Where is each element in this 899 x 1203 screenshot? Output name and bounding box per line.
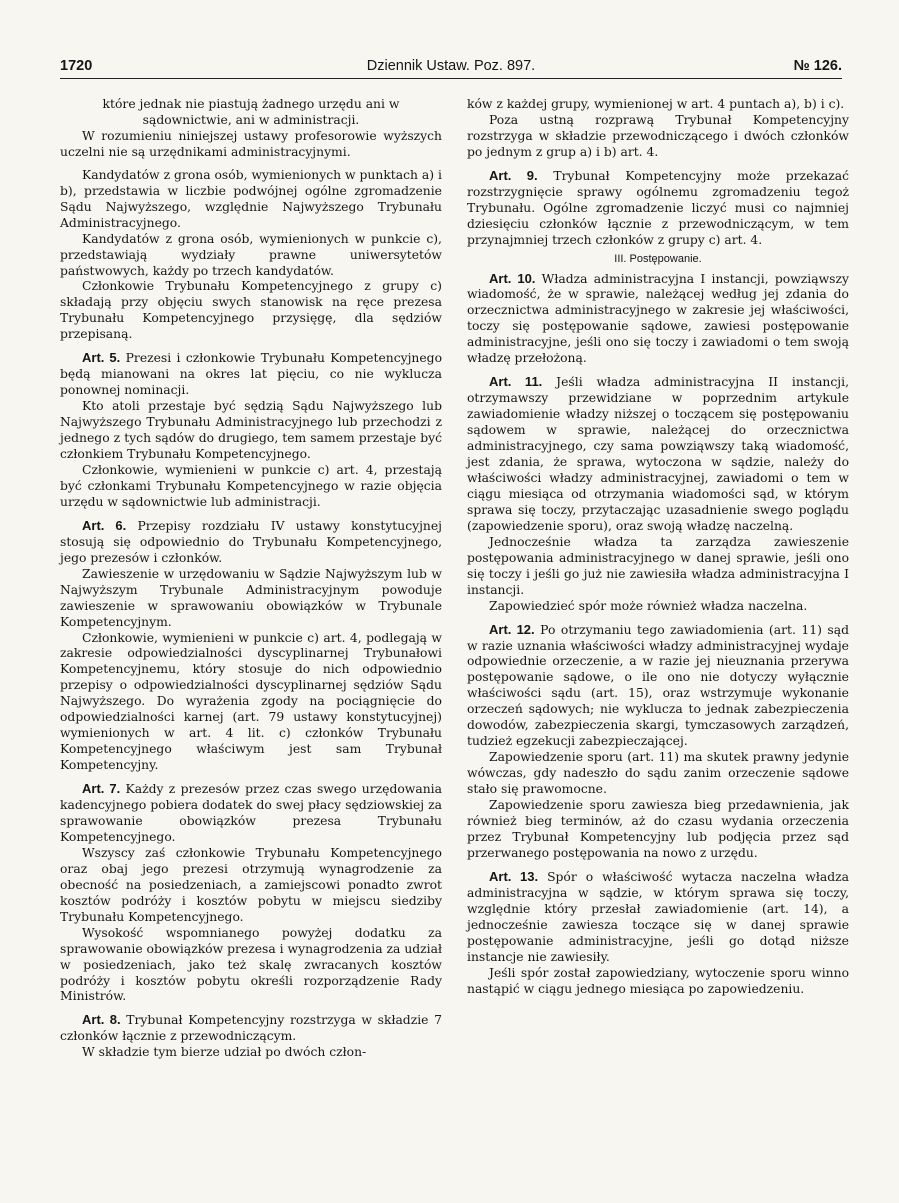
paragraph: Członkowie Trybunału Kompetencyjnego z grupy c) składają przy objęciu swych stanowisk na ręce prezesa Trybunału Kompetencyjnego przysięgę, dla sędziów przepisaną. bbox=[60, 279, 442, 342]
article-label: Art. 7. bbox=[82, 781, 121, 797]
article-label: Art. 8. bbox=[82, 1012, 121, 1028]
article-11: Art. 11. Jeśli władza administracyjna II instancji, otrzymawszy przewidziane w poprzednim artykule zawiadomienie władzy niższej o toczącem się postępowaniu sądowem w sprawie, należącej do orzecznictwa administracyjnego, czy sama powziąwszy taką wiadomość, jest zdania, że sprawa, wytoczona w sądzie, należy do właściwości władzy administracyjnej, zawiadomi o tem w ciągu miesiąca od otrzymania wiadomości sąd, w którym sprawa się toczy, przytaczając uzasadnienie swego poglądu (zapowiedzenie sporu), oraz swoją władzę naczelną. bbox=[467, 374, 849, 533]
paragraph: Zapowiedzenie sporu (art. 11) ma skutek prawny jedynie wówczas, gdy nadeszło do sądu zanim orzeczenie sądowe stało się prawomocne. bbox=[467, 750, 849, 797]
paragraph: Kandydatów z grona osób, wymienionych w punktach a) i b), przedstawia w liczbie podwójnej ogólne zgromadzenie Sądu Najwyższego, względnie Najwyższego Trybunału Administracyjnego. bbox=[60, 167, 442, 230]
paragraph: Wszyscy zaś członkowie Trybunału Kompetencyjnego oraz obaj jego prezesi otrzymują wynagrodzenie za obecność na posiedzeniach, a zamiejscowi ponadto zwrot kosztów podróży i kosztów pobytu w miejscu siedziby Trybunału Kompetencyjnego. bbox=[60, 845, 442, 924]
article-label: Art. 9. bbox=[489, 167, 538, 183]
left-column bbox=[60, 97, 442, 1061]
article-13: Art. 13. Spór o właściwość wytacza naczelna władza administracyjna w sądzie, w którym sprawa się toczy, względnie który przesłał zawiadomienie (art. 14), a jednocześnie zawiesza toczące się w danej sprawie postępowanie administracyjne, jeśli go dotąd niższe instancje nie zawiesiły. bbox=[467, 868, 849, 964]
page-number: 1720 bbox=[60, 58, 93, 74]
article-8: Art. 8. Trybunał Kompetencyjny rozstrzyga w składzie 7 członków łącznie z przewodniczącym. bbox=[60, 1012, 442, 1044]
article-label: Art. 6. bbox=[82, 517, 127, 533]
article-7: Art. 7. Każdy z prezesów przez czas swego urzędowania kadencyjnego pobiera dodatek do swej płacy sędziowskiej za sprawowanie obowiązków prezesa Trybunału Kompetencyjnego. bbox=[60, 781, 442, 844]
article-label: Art. 11. bbox=[489, 374, 543, 390]
article-10: Art. 10. Władza administracyjna I instancji, powziąwszy wiadomość, że w sprawie, należącej według jej zdania do orzecznictwa administracyjnego w zakresie jej właściwości, toczy się postępowanie sądowe, zawiesi postępowanie administracyjne, jeśli ono się toczy i zawiadomi o tem swoją władzę przełożoną. bbox=[467, 270, 849, 366]
article-5: Art. 5. Prezesi i członkowie Trybunału Kompetencyjnego będą mianowani na okres lat pięciu, co nie wyklucza ponownej nominacji. bbox=[60, 350, 443, 398]
paragraph: Członkowie, wymienieni w punkcie c) art. 4, podlegają w zakresie odpowiedzialności dyscyplinarnej Trybunałowi Kompetencyjnemu, który stosuje do nich odpowiednio przepisy o odpowiedzialności dyscyplinarnej sędziów Sądu Najwyższego. Do wyrażenia zgody na pociągnięcie do odpowiedzialności karnej (art. 79 ustawy konstytucyjnej) wymienionych w art. 4 lit. c) członków Trybunału Kompetencyjnego właściwym jest sam Trybunał Kompetencyjny. bbox=[60, 630, 442, 773]
paragraph: W rozumieniu niniejszej ustawy profesorowie wyższych uczelni nie są urzędnikami administracyjnymi. bbox=[60, 128, 442, 159]
article-9: Art. 9. Trybunał Kompetencyjny może przekazać rozstrzygnięcie sprawy ogólnemu zgromadzeniu tegoż Trybunału. Ogólne zgromadzenie liczyć musi co najmniej dziesięciu członków łącznie z przewodniczącym, w tem przynajmniej trzech członków z grupy c) art. 4. bbox=[467, 167, 849, 247]
paragraph: ków z każdej grupy, wymienionej w art. 4 puntach a), b) i c). bbox=[467, 97, 845, 111]
article-label: Art. 13. bbox=[489, 868, 539, 884]
paragraph: Poza ustną rozprawą Trybunał Kompetencyjny rozstrzyga w składzie przewodniczącego i dwóch członków po jednym z grup a) i b) art. 4. bbox=[467, 112, 849, 159]
right-column bbox=[467, 97, 849, 997]
paragraph: Kandydatów z grona osób, wymienionych w punkcie c), przedstawiają wydziały prawne uniwersytetów państwowych, każdy po trzech kandydatów. bbox=[60, 231, 442, 278]
article-label: Art. 5. bbox=[82, 350, 121, 366]
page-header bbox=[60, 56, 842, 79]
article-label: Art. 12. bbox=[489, 621, 535, 637]
section-heading: III. Postępowanie. bbox=[614, 252, 702, 265]
article-label: Art. 10. bbox=[489, 270, 536, 286]
article-6: Art. 6. Przepisy rozdziału IV ustawy konstytucyjnej stosują się odpowiednio do Trybunału Kompetencyjnego, jego prezesów i członków. bbox=[60, 517, 443, 565]
paragraph: W składzie tym bierze udział po dwóch człon- bbox=[82, 1045, 367, 1060]
issue-number: № 126. bbox=[793, 58, 842, 74]
paragraph: Wysokość wspomnianego powyżej dodatku za sprawowanie obowiązków prezesa i wynagrodzenia za udział w posiedzeniach, jako też skalę zwracanych kosztów podróży i kosztów pobytu określi rozporządzenie Rady Ministrów. bbox=[60, 925, 442, 1004]
paragraph: Członkowie, wymienieni w punkcie c) art. 4, przestają być członkami Trybunału Kompetencyjnego w razie objęcia urzędu w sądownictwie lub administracji. bbox=[60, 462, 442, 509]
paragraph: Jednocześnie władza ta zarządza zawieszenie postępowania administracyjnego w danej sprawie, jeśli ono się toczy i jeśli go już nie zawiesiła władza administracyjna I instancji. bbox=[467, 534, 849, 597]
paragraph: Jeśli spór został zapowiedziany, wytoczenie sporu winno nastąpić w ciągu jednego miesiąca po zapowiedzeniu. bbox=[467, 965, 849, 996]
paragraph: Zawieszenie w urzędowaniu w Sądzie Najwyższym lub w Najwyższym Trybunale Administracyjnym powoduje zawieszenie w sprawowaniu obowiązków w Trybunale Kompetencyjnym. bbox=[60, 566, 442, 629]
paragraph: Kto atoli przestaje być sędzią Sądu Najwyższego lub Najwyższego Trybunału Administracyjnego lub przechodzi z jednego z tych sądów do drugiego, tem samem przestaje być członkiem Trybunału Kompetencyjnego. bbox=[60, 399, 442, 462]
paragraph: Zapowiedzieć spór może również władza naczelna. bbox=[489, 598, 808, 613]
paragraph: które jednak nie piastują żadnego urzędu ani w sądownictwie, ani w administracji. bbox=[102, 97, 400, 127]
article-12: Art. 12. Po otrzymaniu tego zawiadomienia (art. 11) sąd w razie uznania właściwości władzy administracyjnej wydaje odpowiednie orzeczenie, a w razie jej nieuznania przerywa postępowanie sądowe, o ile ono nie dotyczy wyłącznie właściwości sądu (art. 15), oraz wstrzymuje wykonanie orzeczeń sądowych; nie wyklucza to jednak zabezpieczenia dowodów, zabezpieczenia skargi, tymczasowych zarządzeń, tudzież egzekucji zabezpieczającej. bbox=[467, 621, 849, 749]
journal-title: Dziennik Ustaw. Poz. 897. bbox=[366, 58, 536, 74]
paragraph: Zapowiedzenie sporu zawiesza bieg przedawnienia, jak również bieg terminów, aż do czasu wydania orzeczenia przez Trybunał Kompetencyjny lub podjęcia przez sąd przerwanego postępowania na nowo z urzędu. bbox=[467, 798, 849, 860]
